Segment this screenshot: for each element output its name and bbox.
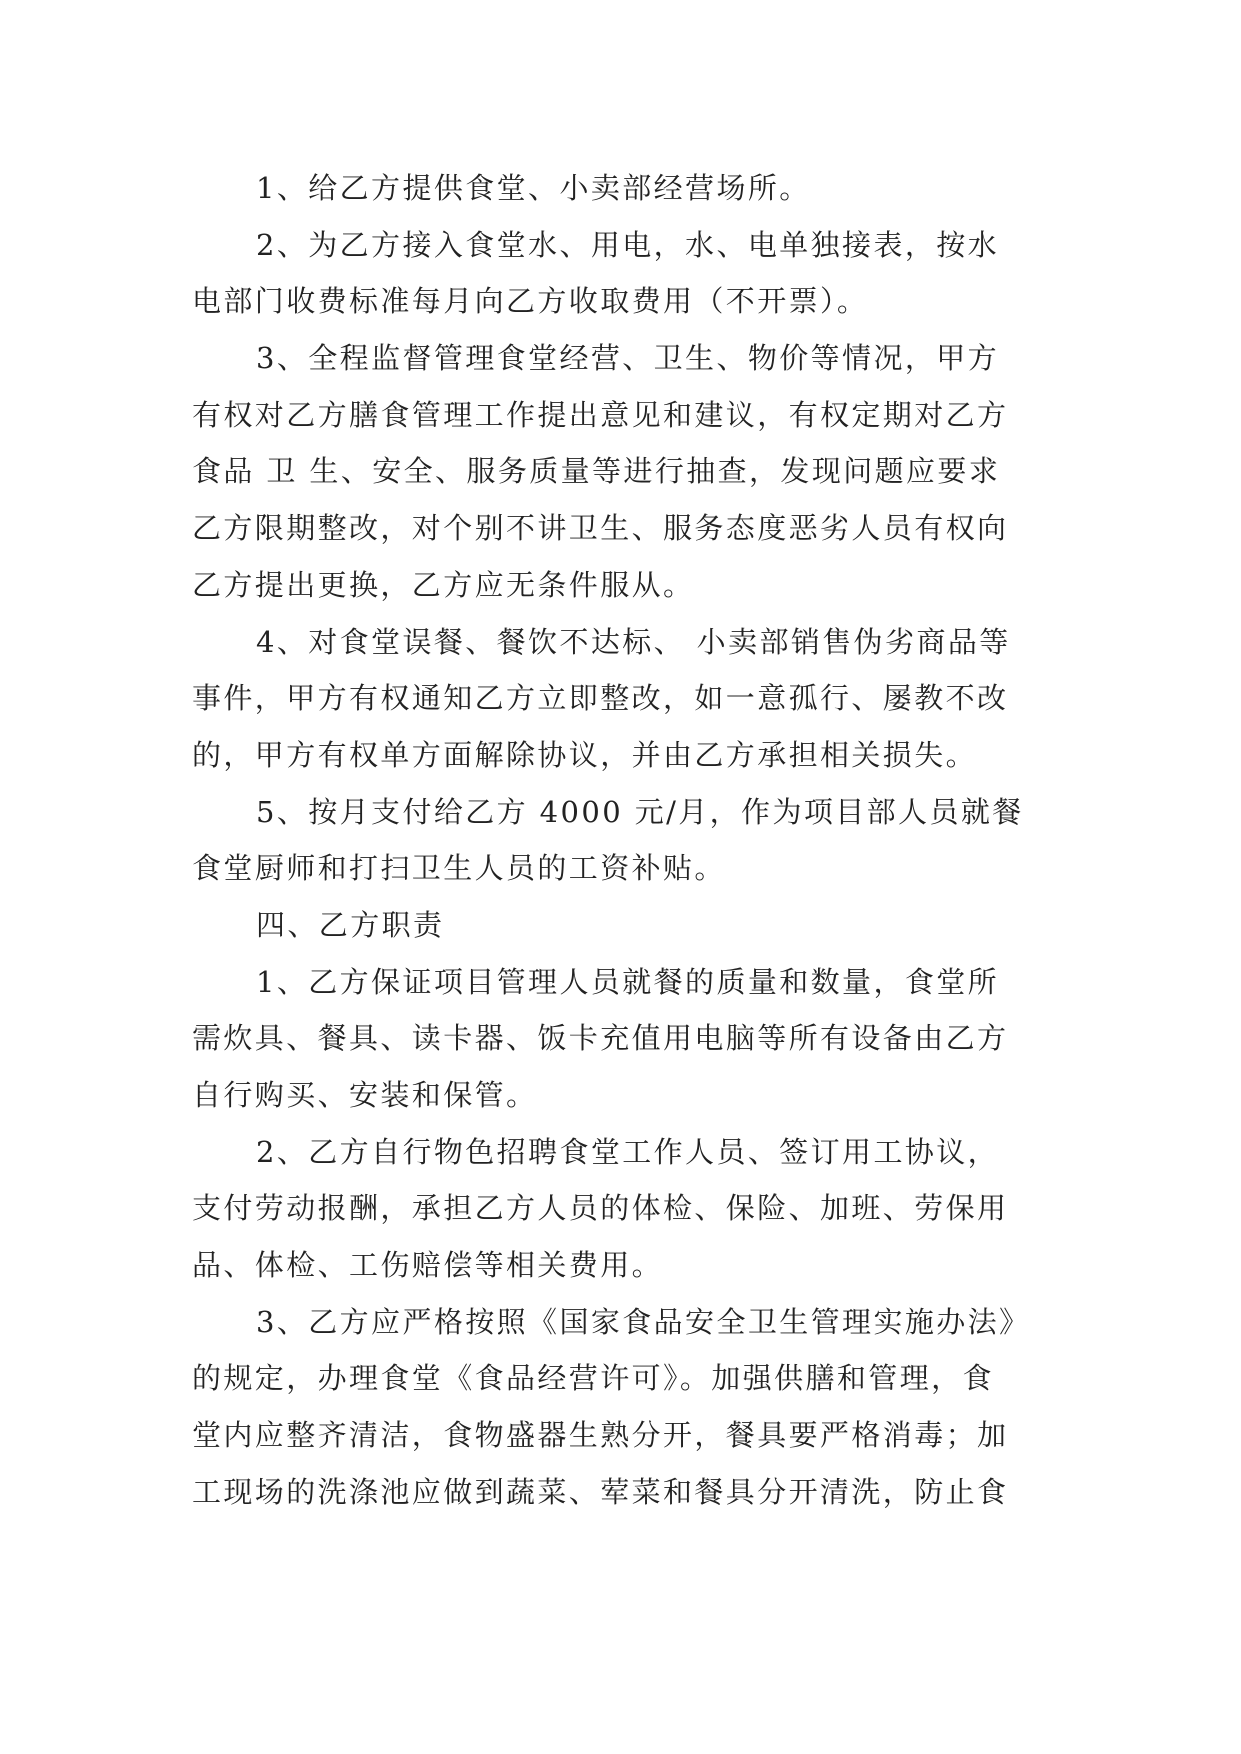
paragraph-line: 乙方限期整改，对个别不讲卫生、服务态度恶劣人员有权向	[192, 511, 1009, 546]
paragraph-line: 乙方提出更换，乙方应无条件服从。	[192, 567, 695, 602]
section-heading: 四、乙方职责	[256, 907, 445, 942]
paragraph-line: 工现场的洗涤池应做到蔬菜、荤菜和餐具分开清洗，防止食	[192, 1474, 1009, 1509]
paragraph-line: 5、按月支付给乙方 4000 元/月，作为项目部人员就餐	[256, 794, 1024, 829]
paragraph-line: 自行购买、安装和保管。	[192, 1078, 538, 1112]
paragraph-line: 4、对食堂误餐、餐饮不达标、 小卖部销售伪劣商品等	[256, 624, 1011, 659]
paragraph-line: 3、全程监督管理食堂经营、卫生、物价等情况，甲方	[256, 341, 1000, 376]
paragraph-line: 电部门收费标准每月向乙方收取费用（不开票）。	[192, 284, 869, 319]
paragraph-line: 的，甲方有权单方面解除协议，并由乙方承担相关损失。	[192, 737, 978, 772]
paragraph-line: 有权对乙方膳食管理工作提出意见和建议，有权定期对乙方	[192, 397, 1009, 432]
paragraph-line: 1、乙方保证项目管理人员就餐的质量和数量，食堂所	[256, 964, 1000, 999]
paragraph-line: 需炊具、餐具、读卡器、饭卡充值用电脑等所有设备由乙方	[192, 1021, 1009, 1056]
paragraph-line: 堂内应整齐清洁，食物盛器生熟分开，餐具要严格消毒；加	[192, 1418, 1009, 1453]
paragraph-line: 食堂厨师和打扫卫生人员的工资补贴。	[192, 851, 726, 886]
paragraph-line: 食品 卫 生、安全、服务质量等进行抽查，发现问题应要求	[192, 454, 1001, 489]
paragraph-line: 2、乙方自行物色招聘食堂工作人员、签订用工协议，	[256, 1134, 1000, 1169]
paragraph-line: 3、乙方应严格按照《国家食品安全卫生管理实施办法》	[256, 1304, 1031, 1339]
paragraph-line: 1、给乙方提供食堂、小卖部经营场所。	[256, 171, 811, 205]
paragraph-line: 2、为乙方接入食堂水、用电，水、电单独接表，按水	[256, 227, 1000, 262]
document-body	[192, 160, 1050, 1521]
paragraph-line: 支付劳动报酬，承担乙方人员的体检、保险、加班、劳保用	[192, 1191, 1009, 1226]
paragraph-line: 事件，甲方有权通知乙方立即整改，如一意孤行、屡教不改	[192, 681, 1009, 716]
paragraph-line: 品、体检、工伤赔偿等相关费用。	[192, 1248, 664, 1283]
paragraph-line: 的规定，办理食堂《食品经营许可》。加强供膳和管理，食	[192, 1361, 994, 1396]
